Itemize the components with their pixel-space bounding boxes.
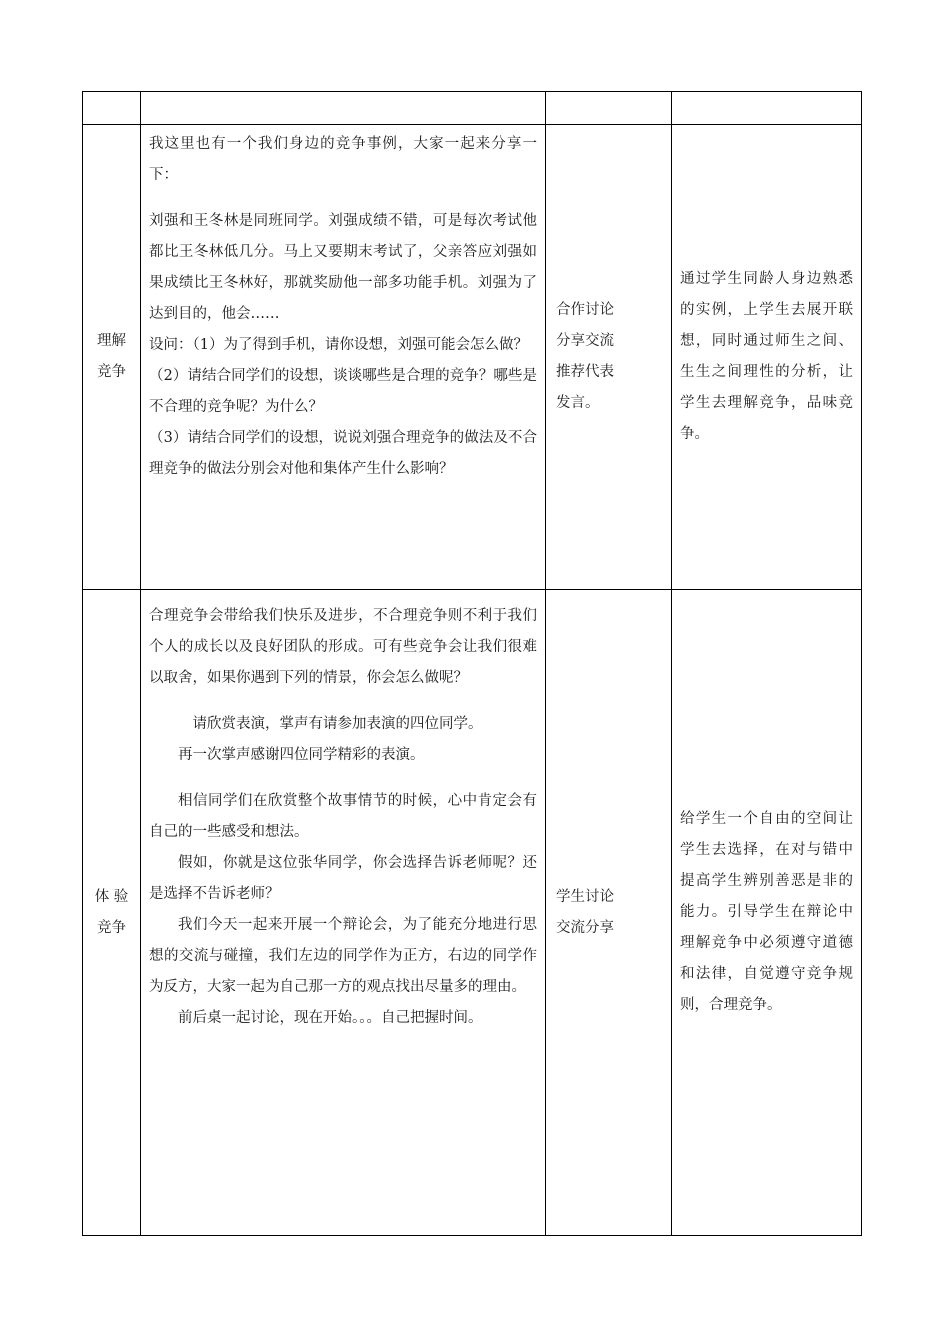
method-cell <box>546 590 672 1236</box>
content-paragraph: 我们今天一起来开展一个辩论会，为了能充分地进行思想的交流与碰撞，我们左边的同学作为正方，右边的同学作为反方，大家一起为自己那一方的观点找出尽量多的理由。 <box>149 917 537 995</box>
stage-cell <box>83 125 141 590</box>
header-cell-stage <box>83 92 141 125</box>
content-cell <box>141 125 546 590</box>
header-cell-method <box>546 92 672 125</box>
content-paragraph: 相信同学们在欣赏整个故事情节的时候，心中肯定会有自己的一些感受和想法。 <box>149 793 537 840</box>
table-row <box>83 125 862 590</box>
method-cell <box>546 125 672 590</box>
content-paragraph: 假如，你就是这位张华同学，你会选择告诉老师呢？还是选择不告诉老师？ <box>149 855 537 902</box>
stage-label: 理解 <box>97 333 126 349</box>
method-line: 推荐代表 <box>556 364 614 380</box>
intent-cell: 给学生一个自由的空间让学生去选择，在对与错中提高学生辨别善恶是非的能力。引导学生在辩论中理解竞争中必须遵守道德和法律，自觉遵守竞争规则，合理竞争。 <box>672 590 862 1236</box>
method-line: 合作讨论 <box>556 302 614 318</box>
content-paragraph: 刘强和王冬林是同班同学。刘强成绩不错，可是每次考试他都比王冬林低几分。马上又要期末考试了，父亲答应刘强如果成绩比王冬林好，那就奖励他一部多功能手机。刘强为了达到目的，他会…… <box>149 213 537 322</box>
lesson-plan-table <box>82 91 862 1236</box>
method-line: 发言。 <box>556 395 600 411</box>
stage-cell <box>83 590 141 1236</box>
content-paragraph: 再一次掌声感谢四位同学精彩的表演。 <box>178 747 425 763</box>
intent-cell: 通过学生同龄人身边熟悉的实例，上学生去展开联想，同时通过师生之间、生生之间理性的分析，让学生去理解竞争，品味竞争。 <box>672 125 862 590</box>
method-line: 分享交流 <box>556 333 614 349</box>
content-paragraph: 合理竞争会带给我们快乐及进步，不合理竞争则不利于我们个人的成长以及良好团队的形成。可有些竞争会让我们很难以取舍，如果你遇到下列的情景，你会怎么做呢？ <box>149 608 537 686</box>
content-paragraph: 设问：（1）为了得到手机，请你设想，刘强可能会怎么做？ <box>149 337 528 353</box>
header-cell-intent <box>672 92 862 125</box>
content-paragraph: （3）请结合同学们的设想，说说刘强合理竞争的做法及不合理竞争的做法分别会对他和集体产生什么影响？ <box>149 430 537 477</box>
stage-label: 竞争 <box>97 919 126 936</box>
header-row <box>83 92 862 125</box>
content-paragraph: 我这里也有一个我们身边的竞争事例，大家一起来分享一下： <box>149 136 537 183</box>
content-cell <box>141 590 546 1236</box>
header-cell-content <box>141 92 546 125</box>
stage-label: 体 验 <box>94 888 129 905</box>
content-paragraph: 请欣赏表演，掌声有请参加表演的四位同学。 <box>192 716 483 732</box>
content-paragraph: 前后桌一起讨论，现在开始。。。自己把握时间。 <box>178 1010 483 1026</box>
content-paragraph: （2）请结合同学们的设想，谈谈哪些是合理的竞争？哪些是不合理的竞争呢？为什么？ <box>149 368 537 415</box>
method-line: 交流分享 <box>556 919 614 936</box>
stage-label: 竞争 <box>97 364 126 380</box>
table-row <box>83 590 862 1236</box>
method-line: 学生讨论 <box>556 888 614 905</box>
